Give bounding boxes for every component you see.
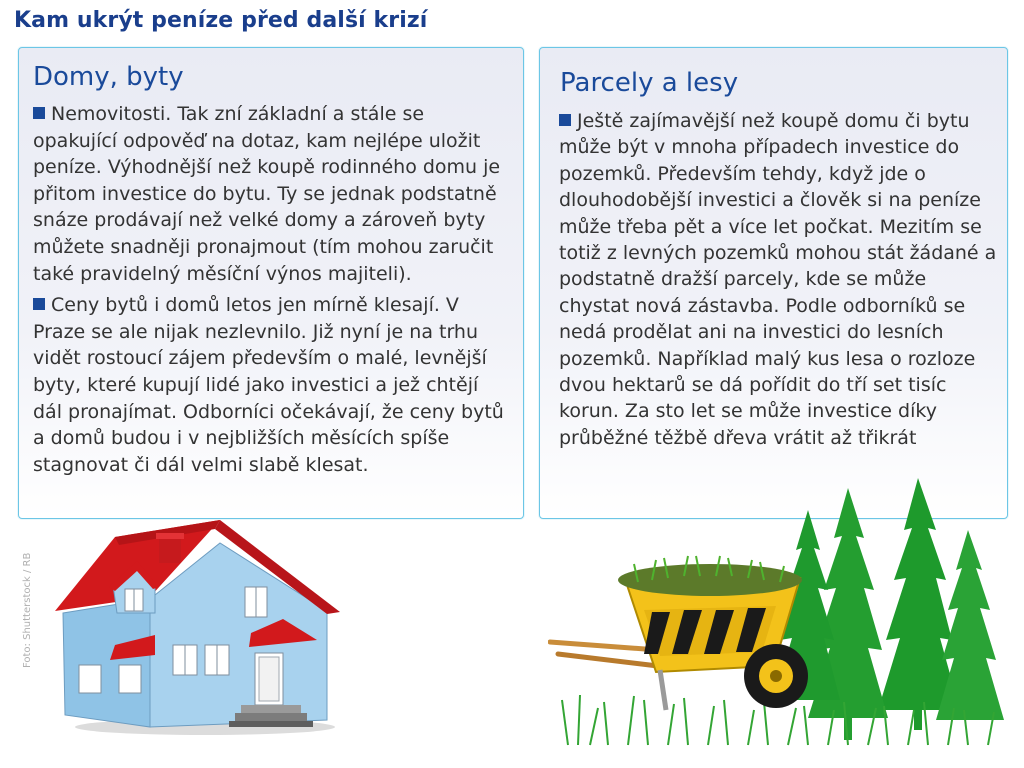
bullet-square-icon [559, 114, 571, 126]
photo-credit: Foto: Shutterstock / RB [22, 552, 33, 668]
bullet-square-icon [33, 107, 45, 119]
panel-text-houses [33, 101, 513, 483]
wheelbarrow-forest-illustration [548, 470, 1018, 762]
panel-text-plots [559, 108, 999, 456]
panel-title-plots: Parcely a lesy [560, 68, 739, 98]
headline: Kam ukrýt peníze před další krizí [14, 8, 428, 33]
paragraph: Ceny bytů i domů letos jen mírně klesají. V Praze se ale nijak nezlevnilo. Již nyní je na trhu vidět rostoucí zájem především o malé, levnější byty, které kupují lidé jako investici a jež chtějí dál pronajímat. Odborníci očekávají, že ceny bytů a domů budou i v nejbližších měsících spíše stagnovat či dál velmi slabě klesat. [33, 294, 504, 476]
bullet-square-icon [33, 298, 45, 310]
panel-title-houses: Domy, byty [33, 62, 184, 92]
panel-houses-flats [18, 47, 524, 519]
house-illustration [55, 515, 355, 740]
paragraph: Ještě zajímavější než koupě domu či bytu může být v mnoha případech investice do pozemků. Především tehdy, když jde o dlouhodobější investici a člověk si na peníze může třeba pět a více let počkat. Mezitím se totiž z levných pozemků mohou stát žádané a podstatně dražší parcely, kde se může chystat nová zástavba. Podle odborníků se nedá prodělat ani na investici do lesních pozemků. Například malý kus lesa o rozloze dvou hektarů se dá pořídit do tří set tisíc korun. Za sto let se může investice díky průběžné těžbě dřeva vrátit až třikrát [559, 110, 997, 449]
paragraph: Nemovitosti. Tak zní základní a stále se opakující odpověď na dotaz, kam nejlépe uložit peníze. Výhodnější než koupě rodinného domu je přitom investice do bytu. Ty se jednak podstatně snáze prodávají než velké domy a zároveň byty můžete snadněji pronajmout (tím mohou zaručit také pravidelný měsíční výnos majiteli). [33, 103, 501, 285]
panel-plots-forests [539, 47, 1008, 519]
